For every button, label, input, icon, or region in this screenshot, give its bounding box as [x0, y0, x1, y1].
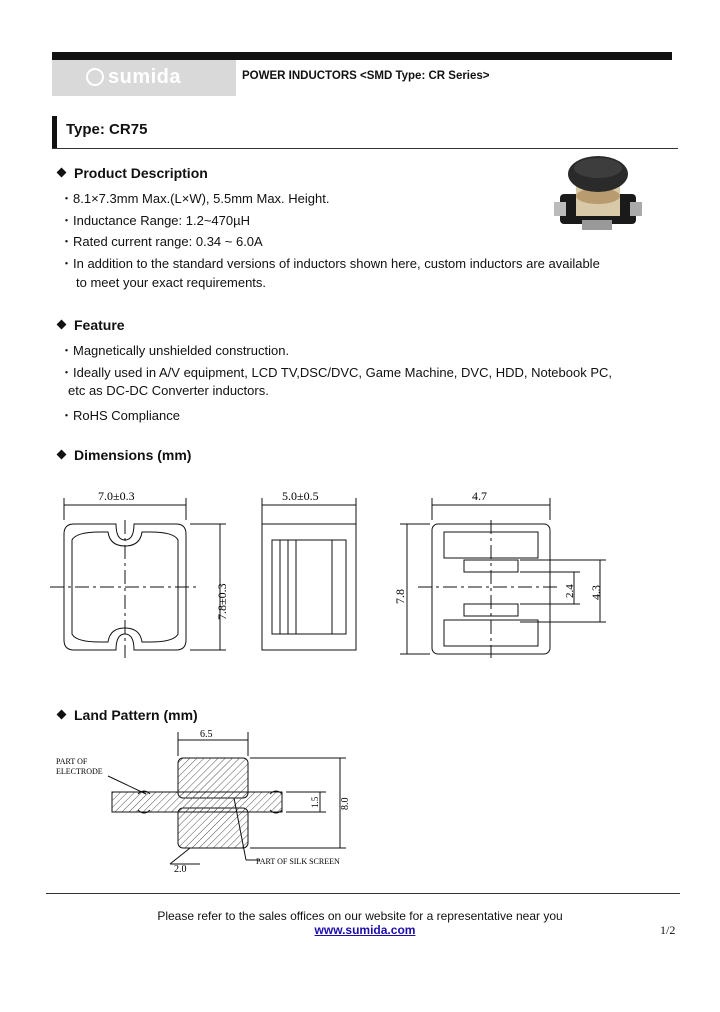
dim-end-width: 4.7	[472, 489, 487, 503]
feature-line-1: ・Magnetically unshielded construction.	[60, 343, 290, 358]
diamond-bullet-icon	[57, 710, 67, 720]
feature-title: Feature	[58, 317, 125, 333]
feature-line-2: ・Ideally used in A/V equipment, LCD TV,DSC/DVC, Game Machine, DVC, HDD, Notebook PC,	[60, 365, 613, 380]
page-number: 1/2	[660, 923, 676, 937]
land-height: 8.0	[340, 797, 351, 810]
diamond-bullet-icon	[57, 168, 67, 178]
sumida-logo-icon	[86, 68, 104, 86]
desc-line-3: ・Rated current range: 0.34 ~ 6.0A	[60, 234, 263, 249]
label-electrode-1: PART OF	[56, 757, 88, 766]
product-description-title: Product Description	[58, 165, 208, 181]
footer-divider	[46, 893, 680, 894]
product-photo	[552, 152, 644, 234]
header-title: POWER INDUCTORS <SMD Type: CR Series>	[242, 70, 490, 82]
label-electrode-2: ELECTRODE	[56, 767, 103, 776]
land-trace: 1.5	[310, 796, 320, 808]
label-silk-screen: PART OF SILK SCREEN	[256, 857, 340, 866]
desc-line-1: ・8.1×7.3mm Max.(L×W), 5.5mm Max. Height.	[60, 191, 330, 206]
website-link[interactable]: www.sumida.com	[314, 923, 416, 937]
dim-side-width: 5.0±0.5	[282, 489, 319, 503]
dimensions-title: Dimensions (mm)	[58, 447, 191, 463]
dim-end-height: 7.8	[393, 589, 407, 604]
dim-top-width: 7.0±0.3	[98, 489, 135, 503]
type-marker	[52, 116, 57, 148]
feature-line-3: etc as DC-DC Converter inductors.	[68, 383, 269, 398]
header-top-bar	[52, 52, 672, 60]
desc-line-2: ・Inductance Range: 1.2~470µH	[60, 213, 250, 228]
type-divider	[52, 148, 678, 149]
land-pad: 2.0	[174, 864, 187, 875]
dim-pad-gap: 2.4	[564, 584, 576, 598]
brand-logo: sumida	[108, 66, 182, 88]
desc-line-5: to meet your exact requirements.	[76, 275, 267, 290]
diamond-bullet-icon	[57, 320, 67, 330]
feature-line-4: ・RoHS Compliance	[60, 408, 180, 423]
footer-note: Please refer to the sales offices on our website for a representative near you	[157, 909, 563, 923]
dimensions-drawing	[40, 480, 680, 670]
land-pattern-title: Land Pattern (mm)	[58, 707, 198, 723]
diamond-bullet-icon	[57, 450, 67, 460]
desc-line-4: ・In addition to the standard versions of inductors shown here, custom inductors are available	[60, 256, 600, 271]
header-diagonal	[196, 60, 236, 96]
land-pattern-drawing	[50, 728, 370, 878]
dim-pad-span: 4.3	[589, 585, 603, 600]
type-label: Type: CR75	[66, 121, 148, 138]
dim-top-height: 7.8±0.3	[215, 583, 229, 620]
land-width: 6.5	[200, 729, 213, 740]
